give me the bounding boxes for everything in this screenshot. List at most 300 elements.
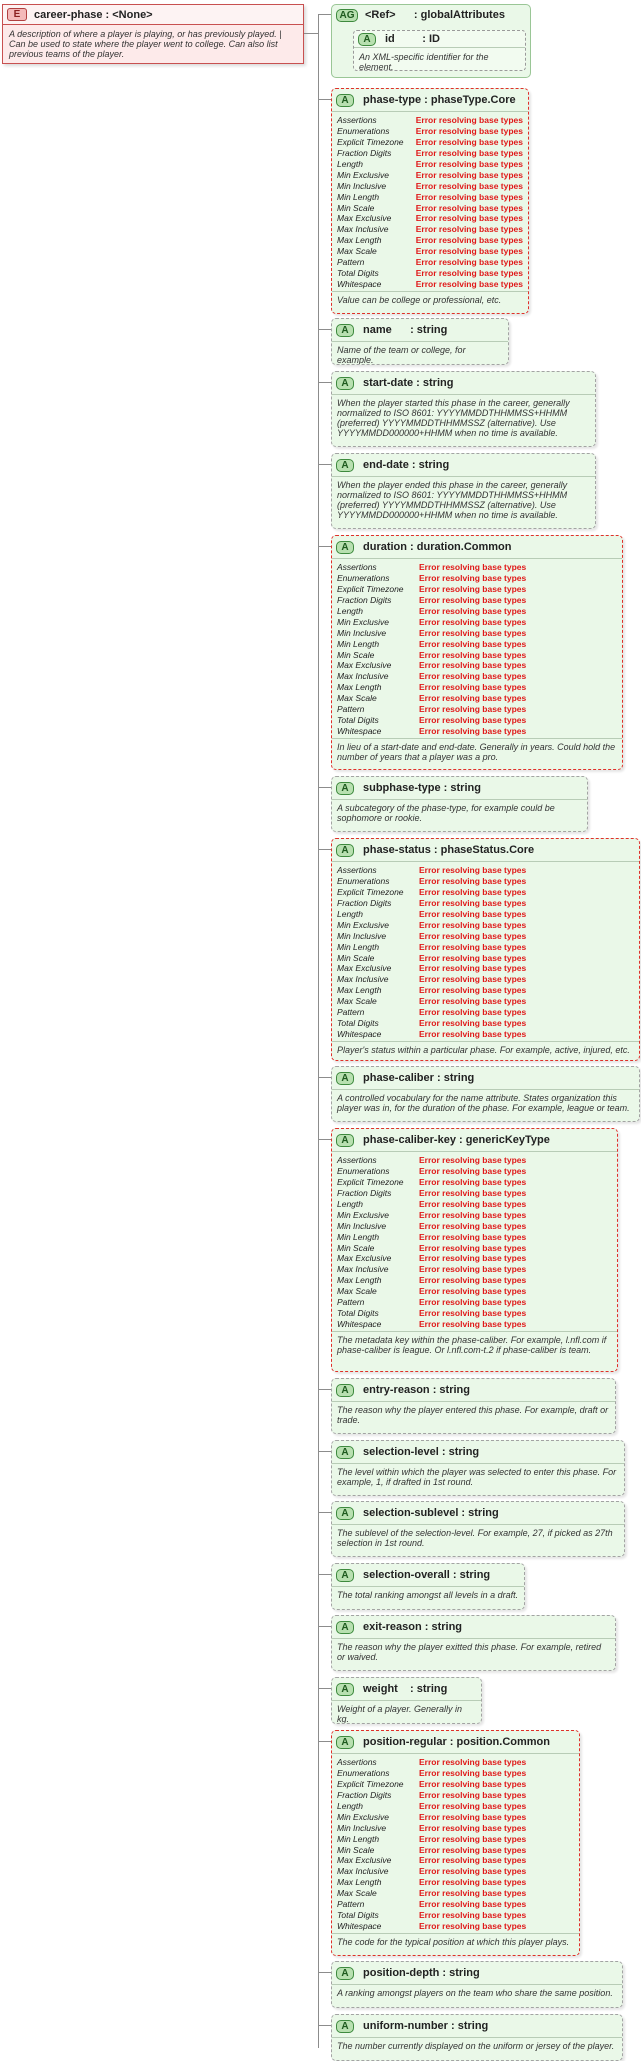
attribute-description: A ranking amongst players on the team who share the same position. xyxy=(337,1988,613,1998)
attribute-description: Player's status within a particular phase. For example, active, injured, etc. xyxy=(337,1045,630,1056)
attribute-description: The total ranking amongst all levels in a draft. xyxy=(337,1590,519,1600)
attribute-description: The reason why the player exitted this phase. For example, retired or waived. xyxy=(337,1642,602,1662)
facet-row xyxy=(337,257,523,268)
facet-label: Whitespace xyxy=(337,1920,382,1931)
facet-row xyxy=(337,606,617,617)
facet-error: Error resolving base types xyxy=(419,919,527,930)
attribute-badge: A xyxy=(336,1683,354,1696)
facet-row xyxy=(337,1811,574,1822)
facet-label: Max Scale xyxy=(337,1888,377,1899)
facet-error: Error resolving base types xyxy=(415,235,523,246)
facet-row xyxy=(337,1188,612,1199)
attribute-badge: A xyxy=(336,1736,354,1749)
connector-branch xyxy=(318,2025,331,2026)
facet-label: Max Inclusive xyxy=(337,974,389,985)
facet-error: Error resolving base types xyxy=(419,1209,527,1220)
facet-error: Error resolving base types xyxy=(419,909,527,919)
connector-branch xyxy=(318,1451,331,1452)
facet-error: Error resolving base types xyxy=(415,267,523,278)
connector-branch xyxy=(318,1688,331,1689)
attribute-header xyxy=(332,1129,617,1152)
facet-error: Error resolving base types xyxy=(419,898,527,909)
attribute-header xyxy=(332,372,595,395)
facet-label: Pattern xyxy=(337,1007,365,1018)
connector-branch xyxy=(318,99,331,100)
facet-row xyxy=(337,941,634,952)
facet-error: Error resolving base types xyxy=(419,1757,527,1768)
attribute-4[interactable] xyxy=(331,535,623,770)
global-attributes-group[interactable] xyxy=(331,4,531,78)
facet-error: Error resolving base types xyxy=(419,865,527,876)
attribute-badge: A xyxy=(336,844,354,857)
facet-row xyxy=(337,1242,612,1253)
attribute-badge: A xyxy=(336,782,354,795)
attribute-header xyxy=(332,1379,615,1402)
facet-error: Error resolving base types xyxy=(419,876,527,887)
id-attribute[interactable] xyxy=(353,30,526,71)
facet-label: Pattern xyxy=(337,1899,365,1910)
facet-label: Max Exclusive xyxy=(337,1855,392,1866)
attribute-name: phase-type : phaseType.Core xyxy=(363,94,516,106)
attribute-0[interactable] xyxy=(331,88,529,314)
facet-label: Explicit Timezone xyxy=(337,887,404,898)
connector-branch-ag xyxy=(318,14,331,15)
facet-row xyxy=(337,1779,574,1790)
attribute-description: When the player started this phase in the career, generally normalized to ISO 8601: YYYYMMDDTHHMMSS+HHMM (preferred) YYYYMMDDTHHMMSSZ (alternative). Use YYYYMMDD000000+HHMM when no time is available. xyxy=(337,398,570,438)
facet-label: Enumerations xyxy=(337,1768,390,1779)
facet-label: Pattern xyxy=(337,1297,365,1308)
attribute-description: A controlled vocabulary for the name attribute. States organization this player was in, for the duration of the phase. For example, league or team. xyxy=(337,1093,630,1113)
attribute-14[interactable] xyxy=(331,1677,482,1724)
attribute-badge: A xyxy=(336,1446,354,1459)
attribute-badge: A xyxy=(336,1507,354,1520)
facet-label: Total Digits xyxy=(337,714,379,725)
facet-label: Whitespace xyxy=(337,1028,382,1039)
facet-label: Min Exclusive xyxy=(337,169,389,180)
facet-label: Total Digits xyxy=(337,267,379,278)
facet-label: Length xyxy=(337,1801,363,1811)
facet-error: Error resolving base types xyxy=(415,191,523,202)
facet-label: Whitespace xyxy=(337,1318,382,1329)
attribute-badge: A xyxy=(336,94,354,107)
connector-trunk xyxy=(318,14,319,2048)
facet-label: Total Digits xyxy=(337,1307,379,1318)
facet-label: Max Inclusive xyxy=(337,1264,389,1275)
attribute-name: phase-caliber-key : genericKeyType xyxy=(363,1134,550,1146)
connector-branch xyxy=(318,1389,331,1390)
id-attribute-header xyxy=(354,31,525,48)
facet-error: Error resolving base types xyxy=(419,1188,527,1199)
attribute-header xyxy=(332,536,622,559)
facet-row xyxy=(337,660,617,671)
attribute-1[interactable] xyxy=(331,318,509,365)
attribute-header xyxy=(332,1441,624,1464)
attribute-badge: A xyxy=(336,1621,354,1634)
facet-row xyxy=(337,115,523,126)
attribute-description: A subcategory of the phase-type, for example could be sophomore or rookie. xyxy=(337,803,555,823)
facet-error: Error resolving base types xyxy=(419,1768,527,1779)
facet-error: Error resolving base types xyxy=(419,1888,527,1899)
facet-label: Max Length xyxy=(337,1275,382,1286)
facet-error: Error resolving base types xyxy=(419,671,527,682)
facet-error: Error resolving base types xyxy=(419,1166,527,1177)
career-phase-element[interactable] xyxy=(2,4,304,64)
attribute-name: name : string xyxy=(363,324,448,336)
facet-error: Error resolving base types xyxy=(419,714,527,725)
facet-error: Error resolving base types xyxy=(415,148,523,159)
attribute-name: exit-reason : string xyxy=(363,1621,463,1633)
facet-error: Error resolving base types xyxy=(419,1264,527,1275)
facet-row xyxy=(337,1877,574,1888)
facet-label: Max Scale xyxy=(337,693,377,704)
facet-error: Error resolving base types xyxy=(419,941,527,952)
facet-row xyxy=(337,1307,612,1318)
attribute-name: position-regular : position.Common xyxy=(363,1736,550,1748)
facet-error: Error resolving base types xyxy=(419,1297,527,1308)
connector-branch xyxy=(318,329,331,330)
connector-branch xyxy=(318,849,331,850)
facet-row xyxy=(337,898,634,909)
attribute-header xyxy=(332,1502,624,1525)
facet-row xyxy=(337,1866,574,1877)
facet-row xyxy=(337,126,523,137)
facet-error: Error resolving base types xyxy=(415,159,523,169)
attribute-description: The sublevel of the selection-level. For example, 27, if picked as 27th selection in 1st round. xyxy=(337,1528,613,1548)
facet-row xyxy=(337,1209,612,1220)
facet-row xyxy=(337,191,523,202)
facet-row xyxy=(337,963,634,974)
element-header xyxy=(3,5,303,25)
facet-row xyxy=(337,224,523,235)
connector-branch xyxy=(318,546,331,547)
facet-error: Error resolving base types xyxy=(419,1220,527,1231)
facet-error: Error resolving base types xyxy=(419,606,527,616)
facet-error: Error resolving base types xyxy=(419,985,527,996)
facet-row xyxy=(337,278,523,289)
facet-label: Fraction Digits xyxy=(337,1790,392,1801)
facet-row xyxy=(337,930,634,941)
facet-row xyxy=(337,180,523,191)
attribute-description: Weight of a player. Generally in kg. xyxy=(337,1704,463,1724)
attribute-name: selection-level : string xyxy=(363,1446,480,1458)
facet-label: Min Scale xyxy=(337,1242,375,1253)
attribute-header xyxy=(332,454,595,477)
facet-row xyxy=(337,1297,612,1308)
facet-list xyxy=(332,112,528,292)
attribute-header xyxy=(332,839,639,862)
facet-label: Max Scale xyxy=(337,1286,377,1297)
attribute-badge: A xyxy=(336,541,354,554)
facet-row xyxy=(337,1028,634,1039)
connector-branch xyxy=(318,1574,331,1575)
attribute-description: The metadata key within the phase-caliber. For example, l.nfl.com if phase-caliber is league. Or l.nfl.com-t.2 if phase-caliber is team. xyxy=(337,1335,607,1356)
facet-row xyxy=(337,996,634,1007)
connector-branch xyxy=(318,464,331,465)
facet-error: Error resolving base types xyxy=(419,952,527,963)
facet-label: Max Length xyxy=(337,1877,382,1888)
facet-error: Error resolving base types xyxy=(419,887,527,898)
facet-error: Error resolving base types xyxy=(415,202,523,213)
facet-error: Error resolving base types xyxy=(419,1790,527,1801)
attribute-5[interactable] xyxy=(331,776,588,832)
facet-error: Error resolving base types xyxy=(415,115,523,126)
facet-error: Error resolving base types xyxy=(419,1231,527,1242)
facet-error: Error resolving base types xyxy=(419,930,527,941)
facet-row xyxy=(337,1909,574,1920)
facet-row xyxy=(337,1920,574,1931)
facet-error: Error resolving base types xyxy=(419,1833,527,1844)
facet-label: Min Inclusive xyxy=(337,930,387,941)
facet-row xyxy=(337,1888,574,1899)
facet-label: Max Exclusive xyxy=(337,1253,392,1264)
attribute-6[interactable] xyxy=(331,838,640,1061)
facet-list xyxy=(332,1152,617,1332)
element-badge: E xyxy=(7,8,27,21)
connector-branch xyxy=(318,1512,331,1513)
facet-error: Error resolving base types xyxy=(419,1822,527,1833)
facet-row xyxy=(337,952,634,963)
facet-row xyxy=(337,213,523,224)
facet-label: Min Length xyxy=(337,191,380,202)
facet-label: Min Length xyxy=(337,638,380,649)
attribute-badge: A xyxy=(336,377,354,390)
facet-row xyxy=(337,148,523,159)
attribute-badge: A xyxy=(336,324,354,337)
facet-error: Error resolving base types xyxy=(415,257,523,268)
facet-row xyxy=(337,974,634,985)
attribute-9[interactable] xyxy=(331,1378,616,1434)
facet-label: Explicit Timezone xyxy=(337,137,404,148)
facet-label: Length xyxy=(337,1199,363,1209)
facet-row xyxy=(337,1231,612,1242)
facet-label: Assertions xyxy=(337,1155,377,1166)
facet-label: Min Inclusive xyxy=(337,627,387,638)
attribute-2[interactable] xyxy=(331,371,596,447)
attribute-7[interactable] xyxy=(331,1066,640,1122)
attribute-description: The number currently displayed on the uniform or jersey of the player. xyxy=(337,2041,615,2051)
connector-branch xyxy=(318,382,331,383)
attribute-10[interactable] xyxy=(331,1440,625,1496)
facet-row xyxy=(337,246,523,257)
facet-label: Enumerations xyxy=(337,573,390,584)
facet-label: Max Exclusive xyxy=(337,963,392,974)
facet-label: Min Inclusive xyxy=(337,1822,387,1833)
facet-label: Explicit Timezone xyxy=(337,1779,404,1790)
facet-label: Min Length xyxy=(337,941,380,952)
facet-error: Error resolving base types xyxy=(419,638,527,649)
facet-row xyxy=(337,1844,574,1855)
facet-label: Whitespace xyxy=(337,725,382,736)
facet-row xyxy=(337,267,523,278)
facet-label: Min Scale xyxy=(337,1844,375,1855)
facet-error: Error resolving base types xyxy=(419,1286,527,1297)
attribute-header xyxy=(332,777,587,800)
connector-horizontal xyxy=(304,33,318,34)
facet-label: Min Length xyxy=(337,1833,380,1844)
element-description: A description of where a player is playing, or has previously played. | Can be used to state where the player went to college. Can also list previous teams of the player. xyxy=(9,29,282,59)
facet-error: Error resolving base types xyxy=(419,584,527,595)
facet-label: Assertions xyxy=(337,562,377,573)
facet-error: Error resolving base types xyxy=(419,1007,527,1018)
facet-row xyxy=(337,1275,612,1286)
facet-error: Error resolving base types xyxy=(419,1899,527,1910)
facet-error: Error resolving base types xyxy=(419,616,527,627)
facet-error: Error resolving base types xyxy=(415,180,523,191)
facet-error: Error resolving base types xyxy=(419,1909,527,1920)
facet-label: Assertions xyxy=(337,1757,377,1768)
attribute-name: duration : duration.Common xyxy=(363,541,512,553)
facet-row xyxy=(337,682,617,693)
facet-error: Error resolving base types xyxy=(419,1017,527,1028)
facet-row xyxy=(337,1757,574,1768)
attribute-header xyxy=(332,319,508,342)
facet-row xyxy=(337,671,617,682)
facet-row xyxy=(337,638,617,649)
facet-error: Error resolving base types xyxy=(419,682,527,693)
facet-label: Min Exclusive xyxy=(337,1209,389,1220)
attribute-badge: A xyxy=(336,1072,354,1085)
attribute-name: weight : string xyxy=(363,1683,448,1695)
element-title: career-phase : <None> xyxy=(34,8,153,21)
facet-label: Fraction Digits xyxy=(337,148,392,159)
connector-branch xyxy=(318,1741,331,1742)
facet-error: Error resolving base types xyxy=(415,137,523,148)
attribute-badge: A xyxy=(336,1134,354,1147)
attribute-description: When the player ended this phase in the career, generally normalized to ISO 8601: YYYYMMDDTHHMMSS+HHMM (preferred) YYYYMMDDTHHMMSSZ (alternative). Use YYYYMMDD000000+HHMM when no time is available. xyxy=(337,480,568,520)
facet-label: Assertions xyxy=(337,865,377,876)
facet-label: Max Exclusive xyxy=(337,213,392,224)
facet-label: Pattern xyxy=(337,257,365,268)
facet-error: Error resolving base types xyxy=(415,169,523,180)
attribute-17[interactable] xyxy=(331,2014,623,2061)
facet-error: Error resolving base types xyxy=(419,627,527,638)
facet-row xyxy=(337,1855,574,1866)
facet-list xyxy=(332,559,622,739)
facet-label: Min Inclusive xyxy=(337,1220,387,1231)
facet-error: Error resolving base types xyxy=(419,1801,527,1811)
facet-list xyxy=(332,1754,579,1934)
facet-label: Assertions xyxy=(337,115,377,126)
facet-label: Max Length xyxy=(337,985,382,996)
facet-label: Max Inclusive xyxy=(337,1866,389,1877)
facet-row xyxy=(337,1166,612,1177)
attribute-badge: A xyxy=(336,1384,354,1397)
attribute-name: phase-status : phaseStatus.Core xyxy=(363,844,535,856)
facet-error: Error resolving base types xyxy=(419,1844,527,1855)
attribute-header xyxy=(332,1616,615,1639)
facet-label: Enumerations xyxy=(337,1166,390,1177)
attribute-group-badge: AG xyxy=(336,9,358,22)
facet-error: Error resolving base types xyxy=(419,1177,527,1188)
attribute-name: selection-overall : string xyxy=(363,1569,491,1581)
facet-error: Error resolving base types xyxy=(419,595,527,606)
attribute-name: start-date : string xyxy=(363,377,454,389)
facet-label: Max Scale xyxy=(337,996,377,1007)
facet-error: Error resolving base types xyxy=(415,213,523,224)
facet-row xyxy=(337,235,523,246)
facet-row xyxy=(337,169,523,180)
facet-row xyxy=(337,1177,612,1188)
facet-row xyxy=(337,909,634,920)
facet-row xyxy=(337,1199,612,1210)
attribute-header xyxy=(332,2015,622,2038)
facet-label: Pattern xyxy=(337,704,365,715)
facet-label: Total Digits xyxy=(337,1017,379,1028)
attribute-header xyxy=(332,1678,481,1701)
facet-row xyxy=(337,714,617,725)
facet-row xyxy=(337,919,634,930)
attribute-badge: A xyxy=(336,1569,354,1582)
facet-error: Error resolving base types xyxy=(419,1028,527,1039)
facet-label: Fraction Digits xyxy=(337,898,392,909)
facet-row xyxy=(337,1155,612,1166)
facet-label: Min Length xyxy=(337,1231,380,1242)
facet-error: Error resolving base types xyxy=(419,562,527,573)
attribute-16[interactable] xyxy=(331,1961,623,2008)
attribute-12[interactable] xyxy=(331,1563,525,1610)
facet-error: Error resolving base types xyxy=(419,725,527,736)
facet-error: Error resolving base types xyxy=(415,126,523,137)
attribute-badge: A xyxy=(336,1967,354,1980)
attribute-header xyxy=(332,1962,622,1985)
connector-branch xyxy=(318,1077,331,1078)
facet-row xyxy=(337,693,617,704)
facet-row xyxy=(337,985,634,996)
attribute-11[interactable] xyxy=(331,1501,625,1557)
facet-row xyxy=(337,1801,574,1812)
facet-error: Error resolving base types xyxy=(419,1318,527,1329)
facet-row xyxy=(337,1253,612,1264)
attribute-description: The code for the typical position at which this player plays. xyxy=(337,1937,570,1948)
facet-label: Enumerations xyxy=(337,126,390,137)
facet-error: Error resolving base types xyxy=(419,1866,527,1877)
attribute-3[interactable] xyxy=(331,453,596,529)
attribute-name: selection-sublevel : string xyxy=(363,1507,499,1519)
facet-error: Error resolving base types xyxy=(415,246,523,257)
facet-row xyxy=(337,595,617,606)
facet-label: Length xyxy=(337,159,363,169)
attribute-15[interactable] xyxy=(331,1730,580,1956)
facet-label: Min Scale xyxy=(337,649,375,660)
id-attribute-name: id : ID xyxy=(385,33,440,45)
attribute-badge: A xyxy=(336,2020,354,2033)
facet-row xyxy=(337,1822,574,1833)
facet-error: Error resolving base types xyxy=(419,974,527,985)
facet-error: Error resolving base types xyxy=(419,1307,527,1318)
facet-label: Fraction Digits xyxy=(337,1188,392,1199)
facet-error: Error resolving base types xyxy=(419,1811,527,1822)
attribute-8[interactable] xyxy=(331,1128,618,1372)
facet-error: Error resolving base types xyxy=(419,1779,527,1790)
facet-row xyxy=(337,584,617,595)
facet-row xyxy=(337,1833,574,1844)
facet-row xyxy=(337,1220,612,1231)
attribute-name: uniform-number : string xyxy=(363,2020,489,2032)
facet-row xyxy=(337,1286,612,1297)
id-attribute-description: An XML-specific identifier for the element. xyxy=(359,52,489,72)
facet-row xyxy=(337,202,523,213)
facet-label: Enumerations xyxy=(337,876,390,887)
attribute-badge: A xyxy=(336,459,354,472)
attribute-header xyxy=(332,1067,639,1090)
attribute-name: entry-reason : string xyxy=(363,1384,470,1396)
facet-row xyxy=(337,137,523,148)
facet-label: Whitespace xyxy=(337,278,382,289)
attribute-description: Value can be college or professional, etc. xyxy=(337,295,502,306)
attribute-13[interactable] xyxy=(331,1615,616,1671)
connector-branch xyxy=(318,1139,331,1140)
attribute-name: subphase-type : string xyxy=(363,782,481,794)
